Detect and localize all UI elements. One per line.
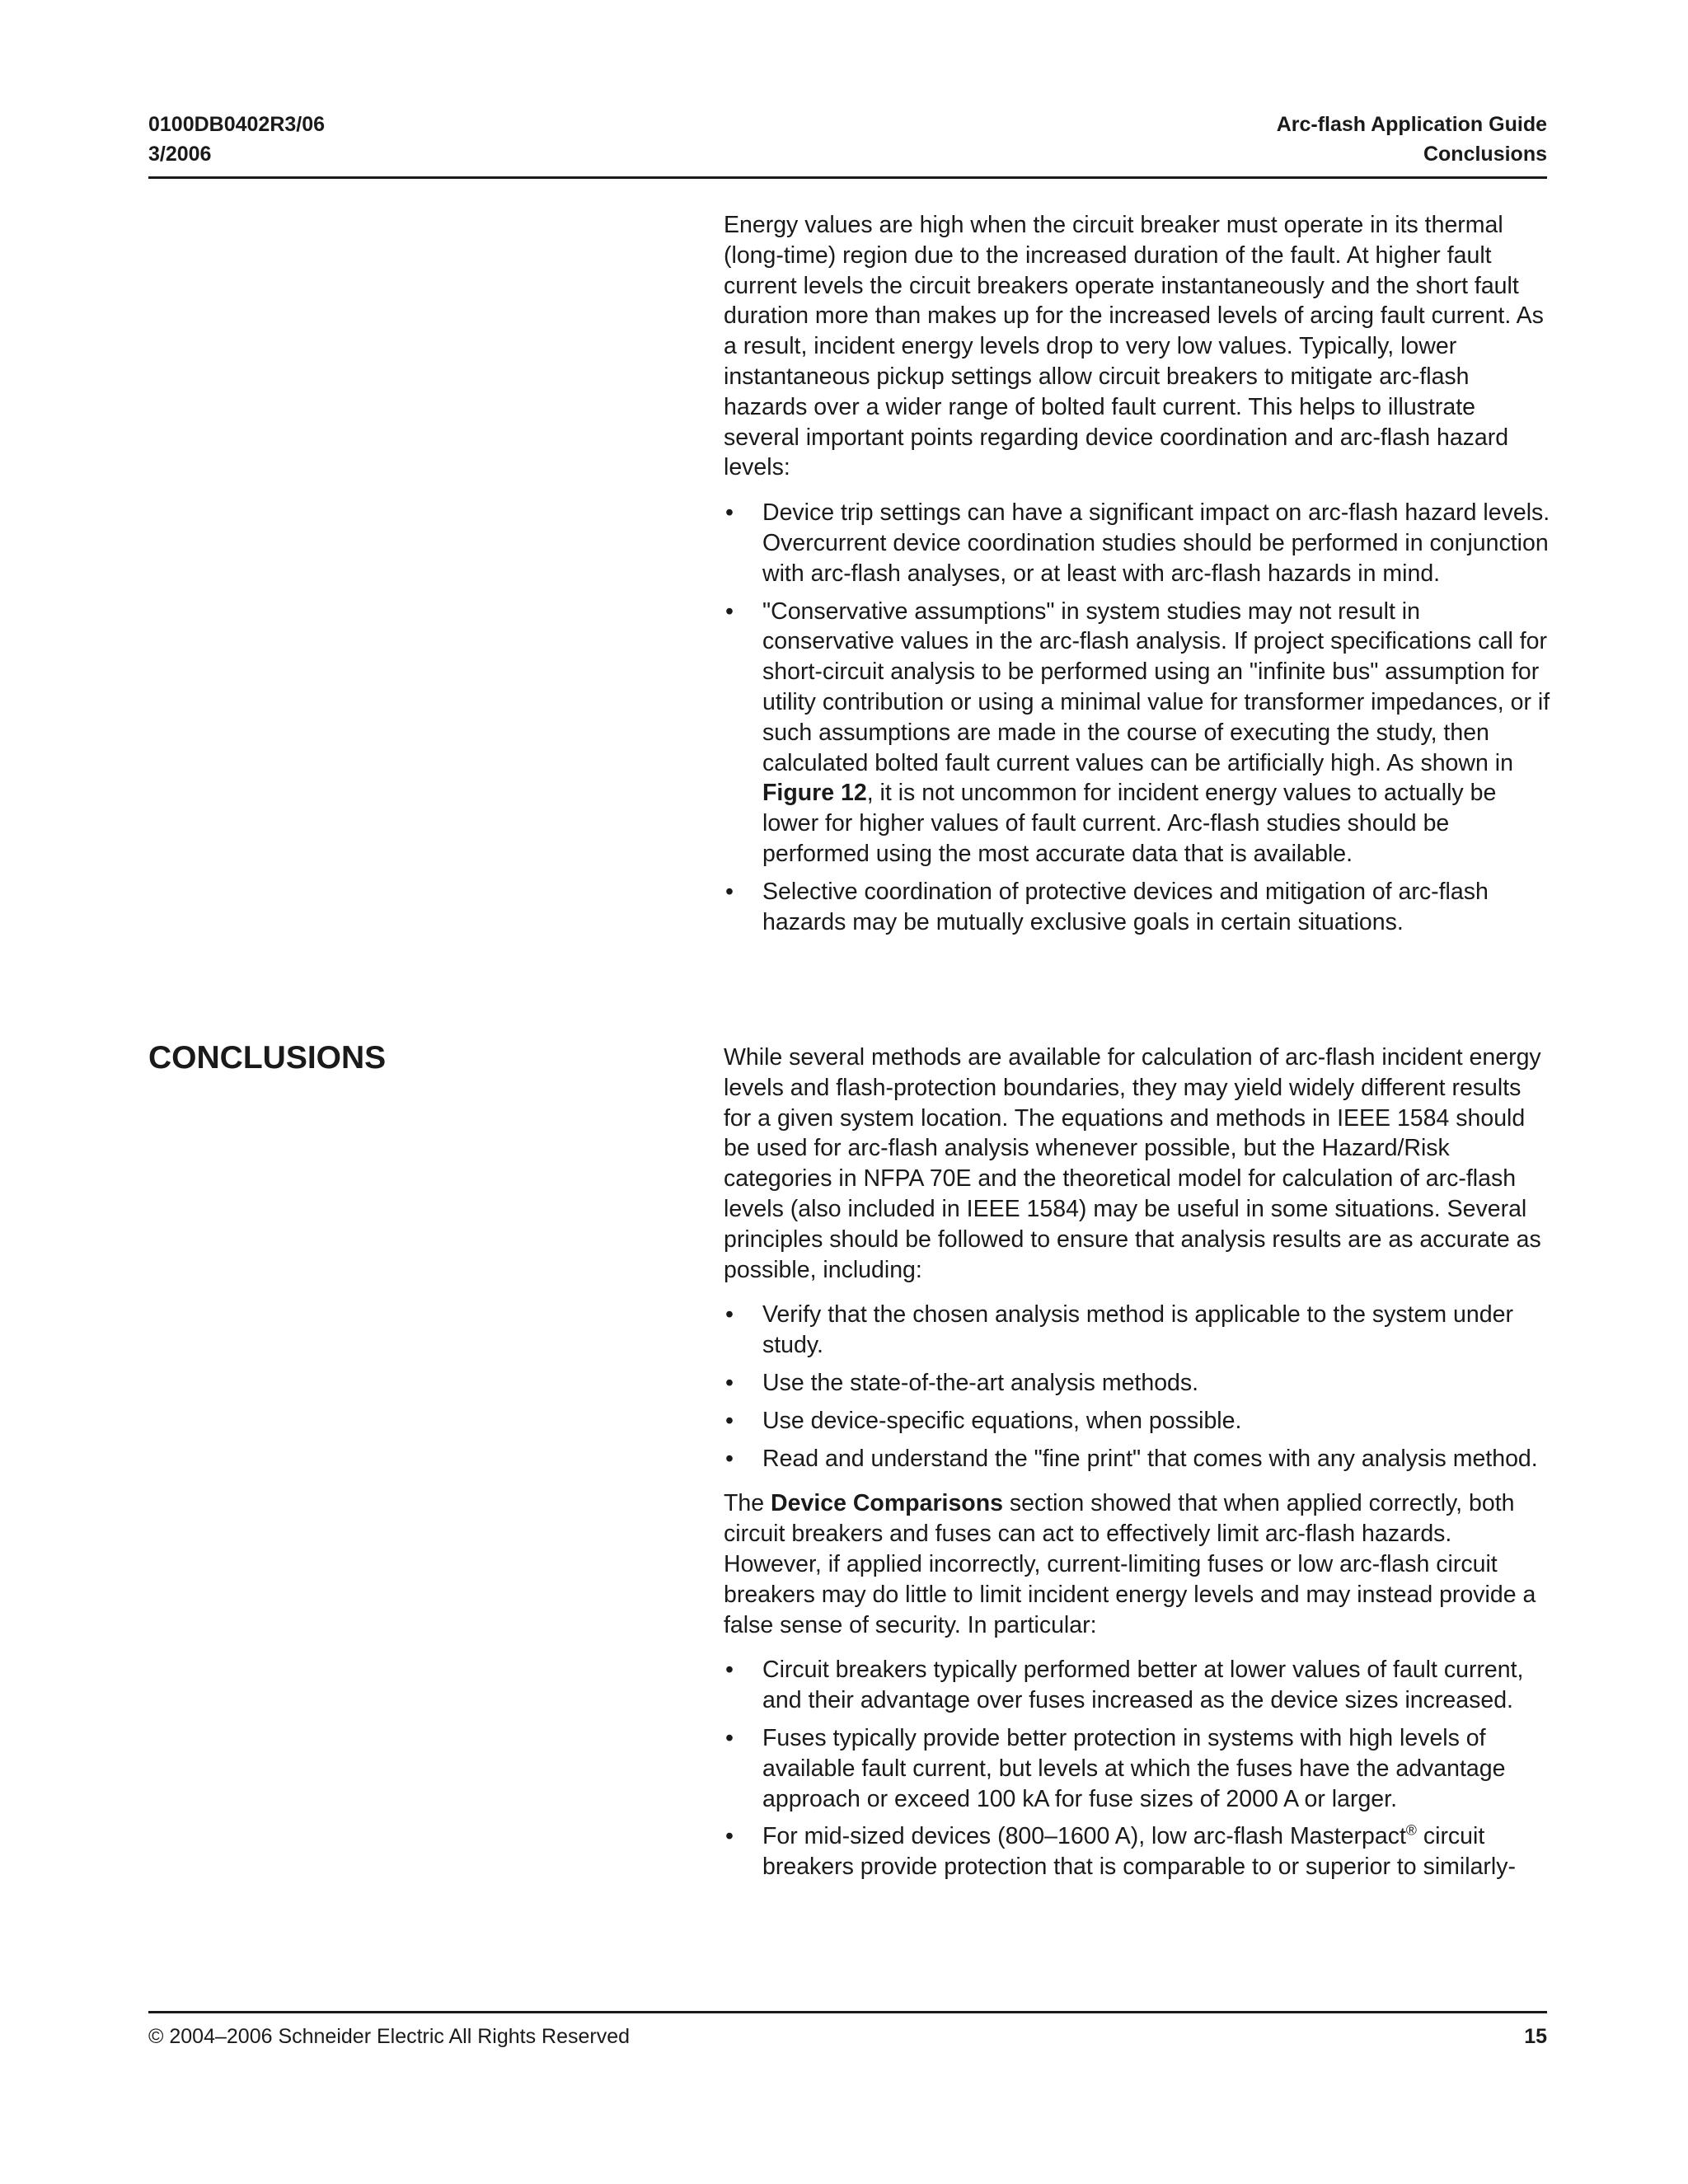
bullet-text: Fuses typically provide better protection in systems with high levels of available fault current, but levels at which the fuses have the advantage approach or exceed 100 kA for fuse sizes of 2000 A or larger. xyxy=(762,1724,1506,1812)
figure-reference: Figure 12 xyxy=(762,780,867,807)
intro-section xyxy=(724,210,1552,937)
bullet-text: Circuit breakers typically performed better at lower values of fault current, and their advantage over fuses increased as the device sizes increased. xyxy=(762,1657,1524,1714)
doc-date: 3/2006 xyxy=(148,143,212,166)
conclusions-section xyxy=(724,1043,1552,1882)
intro-paragraph: Energy values are high when the circuit breaker must operate in its thermal (long-time) region due to the increased duration of the fault. At higher fault current levels the circuit breakers operate instantaneously and the short fault duration more than makes up for the increased levels of arcing fault current. As a result, incident energy levels drop to very low values. Typically, lower instantaneous pickup settings allow circuit breakers to mitigate arc-flash hazards over a wider range of bolted fault current. This helps to illustrate several important points regarding device coordination and arc-flash hazard levels: xyxy=(724,212,1544,481)
list-item xyxy=(724,1821,1552,1882)
bullet-text: Selective coordination of protective devices and mitigation of arc-flash hazards may be mutually exclusive goals in certain situations. xyxy=(762,878,1489,935)
bullet-text: circuit breakers provide protection that is comparable to or superior to similarly- xyxy=(762,1823,1516,1881)
bullet-icon: • xyxy=(725,1369,734,1396)
section-reference: Device Comparisons xyxy=(771,1490,1003,1517)
list-item xyxy=(724,1444,1552,1474)
list-item xyxy=(724,1723,1552,1814)
bullet-text: Use device-specific equations, when possible. xyxy=(762,1407,1242,1434)
bullet-icon: • xyxy=(725,1445,734,1472)
bullet-icon: • xyxy=(725,1724,734,1751)
bullet-icon: • xyxy=(725,1301,734,1329)
bullet-icon: • xyxy=(725,499,734,527)
section-title: Conclusions xyxy=(1423,143,1547,166)
list-item xyxy=(724,597,1552,869)
header-left xyxy=(148,110,325,169)
intro-bullet-list xyxy=(724,498,1552,937)
bullet-icon: • xyxy=(725,1407,734,1434)
footer-divider xyxy=(148,2011,1547,2013)
bullet-text: For mid-sized devices (800–1600 A), low arc-flash Masterpact xyxy=(762,1823,1406,1850)
header-right xyxy=(1277,110,1547,169)
conclusions-paragraph: While several methods are available for calculation of arc-flash incident energy levels and flash-protection boundaries, they may yield widely different results for a given system location. The equations and methods in IEEE 1584 should be used for arc-flash analysis whenever possible, but the Hazard/Risk categories in NFPA 70E and the theoretical model for calculation of arc-flash levels (also included in IEEE 1584) may be useful in some situations. Several principles should be followed to ensure that analysis results are as accurate as possible, including: xyxy=(724,1044,1541,1283)
copyright: © 2004–2006 Schneider Electric All Rights Reserved xyxy=(148,2025,631,2048)
bullet-icon: • xyxy=(725,598,734,625)
bullet-text: Use the state-of-the-art analysis methods. xyxy=(762,1369,1199,1396)
paragraph-text: section showed that when applied correctly, both circuit breakers and fuses can act to effectively limit arc-flash hazards. However, if applied incorrectly, current-limiting fuses or low arc-flash circuit breakers may do little to limit incident energy levels and may instead provide a false sense of security. In particular: xyxy=(724,1490,1536,1638)
principles-list xyxy=(724,1300,1552,1474)
list-item xyxy=(724,1406,1552,1436)
bullet-text: , it is not uncommon for incident energy values to actually be lower for higher values of fault current. Arc-flash studies should be performed using the most accurate data that is available. xyxy=(762,780,1497,867)
comparison-paragraph xyxy=(724,1488,1552,1640)
list-item xyxy=(724,1300,1552,1361)
list-item xyxy=(724,1368,1552,1399)
list-item xyxy=(724,498,1552,588)
page-number: 15 xyxy=(1524,2025,1547,2048)
section-heading: CONCLUSIONS xyxy=(148,1040,387,1076)
bullet-icon: • xyxy=(725,1657,734,1684)
bullet-text: "Conservative assumptions" in system studies may not result in conservative values in the arc-flash analysis. If project specifications call for short-circuit analysis to be performed using an "infinite bus" assumption for utility contribution or using a minimal value for transformer impedances, or if such assumptions are made in the course of executing the study, then calculated bolted fault current values can be artificially high. As shown in xyxy=(762,598,1550,776)
bullet-text: Device trip settings can have a significant impact on arc-flash hazard levels. Overcurrent device coordination studies should be performed in conjunction with arc-flash analyses, or at least with arc-flash hazards in mind. xyxy=(762,499,1550,587)
registered-mark: ® xyxy=(1405,1821,1417,1839)
guide-title: Arc-flash Application Guide xyxy=(1276,113,1547,136)
bullet-icon: • xyxy=(725,1823,734,1850)
list-item xyxy=(724,877,1552,938)
bullet-text: Read and understand the "fine print" that comes with any analysis method. xyxy=(762,1445,1538,1472)
bullet-text: Verify that the chosen analysis method is applicable to the system under study. xyxy=(762,1301,1513,1359)
bullet-icon: • xyxy=(725,878,734,905)
header-divider xyxy=(148,176,1547,179)
paragraph-text: The xyxy=(724,1490,771,1517)
findings-list xyxy=(724,1655,1552,1882)
doc-number: 0100DB0402R3/06 xyxy=(148,113,326,136)
list-item xyxy=(724,1655,1552,1716)
